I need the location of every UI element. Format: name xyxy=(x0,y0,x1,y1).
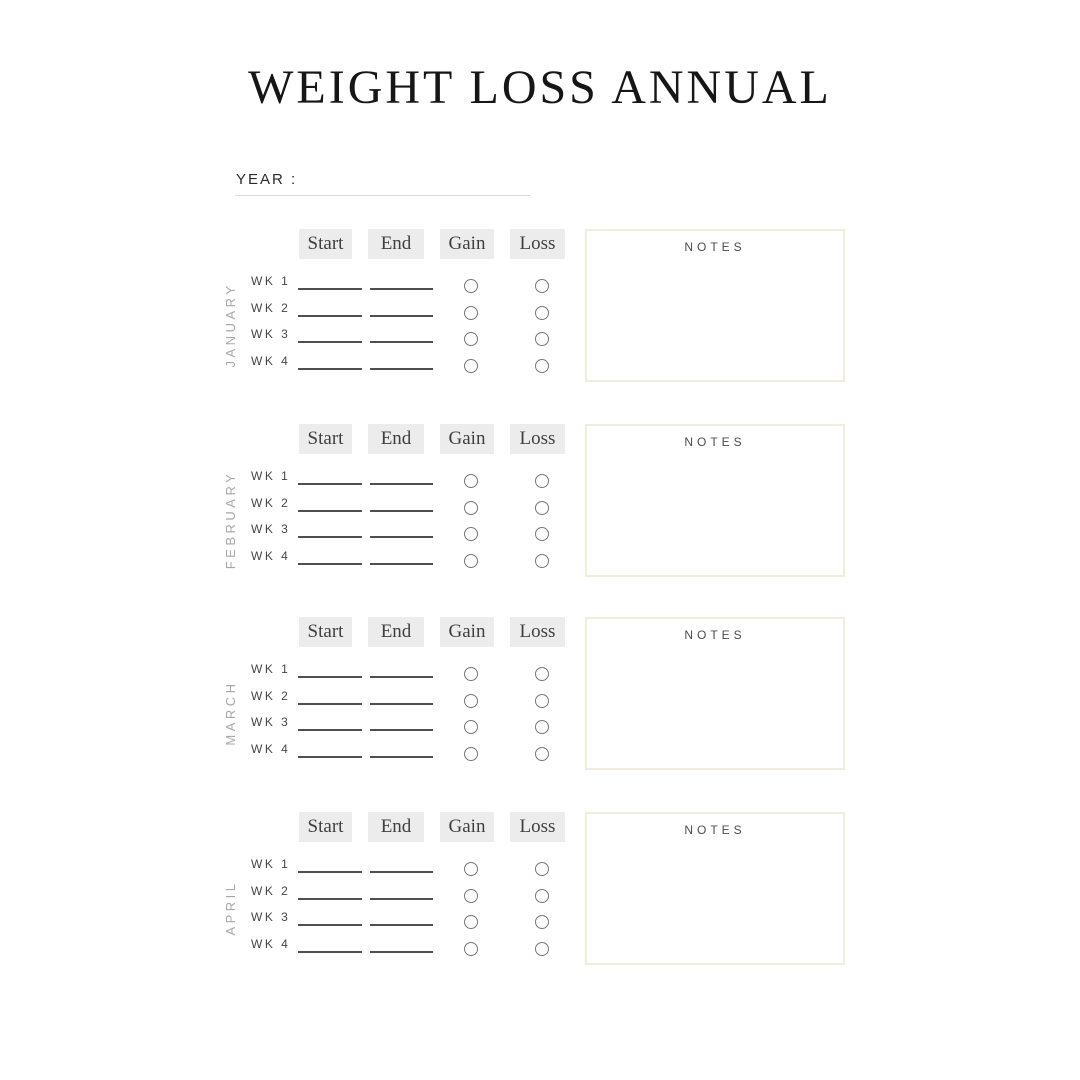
week-label: WK 3 xyxy=(251,715,291,729)
loss-checkbox-circle[interactable] xyxy=(535,915,549,929)
start-entry-line[interactable] xyxy=(298,536,362,538)
column-header-gain: Gain xyxy=(440,424,494,454)
gain-checkbox-circle[interactable] xyxy=(464,667,478,681)
gain-checkbox-circle[interactable] xyxy=(464,474,478,488)
loss-checkbox-circle[interactable] xyxy=(535,332,549,346)
end-entry-line[interactable] xyxy=(370,288,433,290)
column-header-gain: Gain xyxy=(440,617,494,647)
end-entry-line[interactable] xyxy=(370,729,433,731)
month-section-february xyxy=(0,424,1080,589)
column-header-gain: Gain xyxy=(440,229,494,259)
gain-checkbox-circle[interactable] xyxy=(464,889,478,903)
end-entry-line[interactable] xyxy=(370,563,433,565)
loss-checkbox-circle[interactable] xyxy=(535,474,549,488)
notes-box[interactable] xyxy=(585,617,845,770)
start-entry-line[interactable] xyxy=(298,924,362,926)
end-entry-line[interactable] xyxy=(370,483,433,485)
start-entry-line[interactable] xyxy=(298,676,362,678)
week-label: WK 3 xyxy=(251,522,291,536)
column-header-end: End xyxy=(368,424,424,454)
end-entry-line[interactable] xyxy=(370,536,433,538)
end-entry-line[interactable] xyxy=(370,924,433,926)
week-label: WK 1 xyxy=(251,662,291,676)
notes-box[interactable] xyxy=(585,812,845,965)
week-label: WK 1 xyxy=(251,469,291,483)
notes-label: NOTES xyxy=(684,628,746,642)
year-label: YEAR : xyxy=(236,171,298,188)
start-entry-line[interactable] xyxy=(298,341,362,343)
loss-checkbox-circle[interactable] xyxy=(535,720,549,734)
gain-checkbox-circle[interactable] xyxy=(464,501,478,515)
gain-checkbox-circle[interactable] xyxy=(464,942,478,956)
start-entry-line[interactable] xyxy=(298,871,362,873)
loss-checkbox-circle[interactable] xyxy=(535,889,549,903)
notes-label: NOTES xyxy=(684,823,746,837)
column-header-loss: Loss xyxy=(510,617,565,647)
start-entry-line[interactable] xyxy=(298,315,362,317)
start-entry-line[interactable] xyxy=(298,288,362,290)
loss-checkbox-circle[interactable] xyxy=(535,667,549,681)
start-entry-line[interactable] xyxy=(298,368,362,370)
gain-checkbox-circle[interactable] xyxy=(464,527,478,541)
loss-checkbox-circle[interactable] xyxy=(535,527,549,541)
notes-label: NOTES xyxy=(684,435,746,449)
loss-checkbox-circle[interactable] xyxy=(535,359,549,373)
week-label: WK 2 xyxy=(251,884,291,898)
gain-checkbox-circle[interactable] xyxy=(464,720,478,734)
column-header-end: End xyxy=(368,617,424,647)
gain-checkbox-circle[interactable] xyxy=(464,279,478,293)
start-entry-line[interactable] xyxy=(298,951,362,953)
end-entry-line[interactable] xyxy=(370,898,433,900)
month-label: APRIL xyxy=(223,880,238,936)
week-label: WK 1 xyxy=(251,274,291,288)
column-header-loss: Loss xyxy=(510,812,565,842)
loss-checkbox-circle[interactable] xyxy=(535,501,549,515)
week-label: WK 2 xyxy=(251,689,291,703)
gain-checkbox-circle[interactable] xyxy=(464,359,478,373)
loss-checkbox-circle[interactable] xyxy=(535,694,549,708)
week-label: WK 4 xyxy=(251,937,291,951)
month-label: FEBRUARY xyxy=(223,470,238,570)
end-entry-line[interactable] xyxy=(370,756,433,758)
loss-checkbox-circle[interactable] xyxy=(535,862,549,876)
end-entry-line[interactable] xyxy=(370,703,433,705)
month-section-march xyxy=(0,617,1080,782)
gain-checkbox-circle[interactable] xyxy=(464,915,478,929)
column-header-end: End xyxy=(368,229,424,259)
start-entry-line[interactable] xyxy=(298,563,362,565)
loss-checkbox-circle[interactable] xyxy=(535,554,549,568)
month-section-april xyxy=(0,812,1080,977)
gain-checkbox-circle[interactable] xyxy=(464,332,478,346)
month-label: JANUARY xyxy=(223,282,238,368)
year-entry-line[interactable] xyxy=(235,195,530,196)
end-entry-line[interactable] xyxy=(370,676,433,678)
start-entry-line[interactable] xyxy=(298,898,362,900)
loss-checkbox-circle[interactable] xyxy=(535,942,549,956)
end-entry-line[interactable] xyxy=(370,871,433,873)
start-entry-line[interactable] xyxy=(298,483,362,485)
gain-checkbox-circle[interactable] xyxy=(464,862,478,876)
gain-checkbox-circle[interactable] xyxy=(464,554,478,568)
end-entry-line[interactable] xyxy=(370,951,433,953)
column-header-start: Start xyxy=(299,617,352,647)
column-header-start: Start xyxy=(299,812,352,842)
week-label: WK 4 xyxy=(251,549,291,563)
week-label: WK 1 xyxy=(251,857,291,871)
column-header-gain: Gain xyxy=(440,812,494,842)
month-section-january xyxy=(0,229,1080,394)
notes-box[interactable] xyxy=(585,229,845,382)
gain-checkbox-circle[interactable] xyxy=(464,747,478,761)
gain-checkbox-circle[interactable] xyxy=(464,694,478,708)
column-header-loss: Loss xyxy=(510,229,565,259)
end-entry-line[interactable] xyxy=(370,510,433,512)
column-header-start: Start xyxy=(299,424,352,454)
notes-label: NOTES xyxy=(684,240,746,254)
loss-checkbox-circle[interactable] xyxy=(535,279,549,293)
end-entry-line[interactable] xyxy=(370,315,433,317)
column-header-end: End xyxy=(368,812,424,842)
end-entry-line[interactable] xyxy=(370,341,433,343)
notes-box[interactable] xyxy=(585,424,845,577)
gain-checkbox-circle[interactable] xyxy=(464,306,478,320)
week-label: WK 2 xyxy=(251,301,291,315)
week-label: WK 3 xyxy=(251,910,291,924)
week-label: WK 4 xyxy=(251,354,291,368)
column-header-loss: Loss xyxy=(510,424,565,454)
start-entry-line[interactable] xyxy=(298,703,362,705)
start-entry-line[interactable] xyxy=(298,756,362,758)
start-entry-line[interactable] xyxy=(298,729,362,731)
month-label: MARCH xyxy=(223,680,238,746)
week-label: WK 2 xyxy=(251,496,291,510)
loss-checkbox-circle[interactable] xyxy=(535,306,549,320)
start-entry-line[interactable] xyxy=(298,510,362,512)
week-label: WK 4 xyxy=(251,742,291,756)
loss-checkbox-circle[interactable] xyxy=(535,747,549,761)
column-header-start: Start xyxy=(299,229,352,259)
end-entry-line[interactable] xyxy=(370,368,433,370)
week-label: WK 3 xyxy=(251,327,291,341)
page-title: WEIGHT LOSS ANNUAL xyxy=(248,61,832,114)
